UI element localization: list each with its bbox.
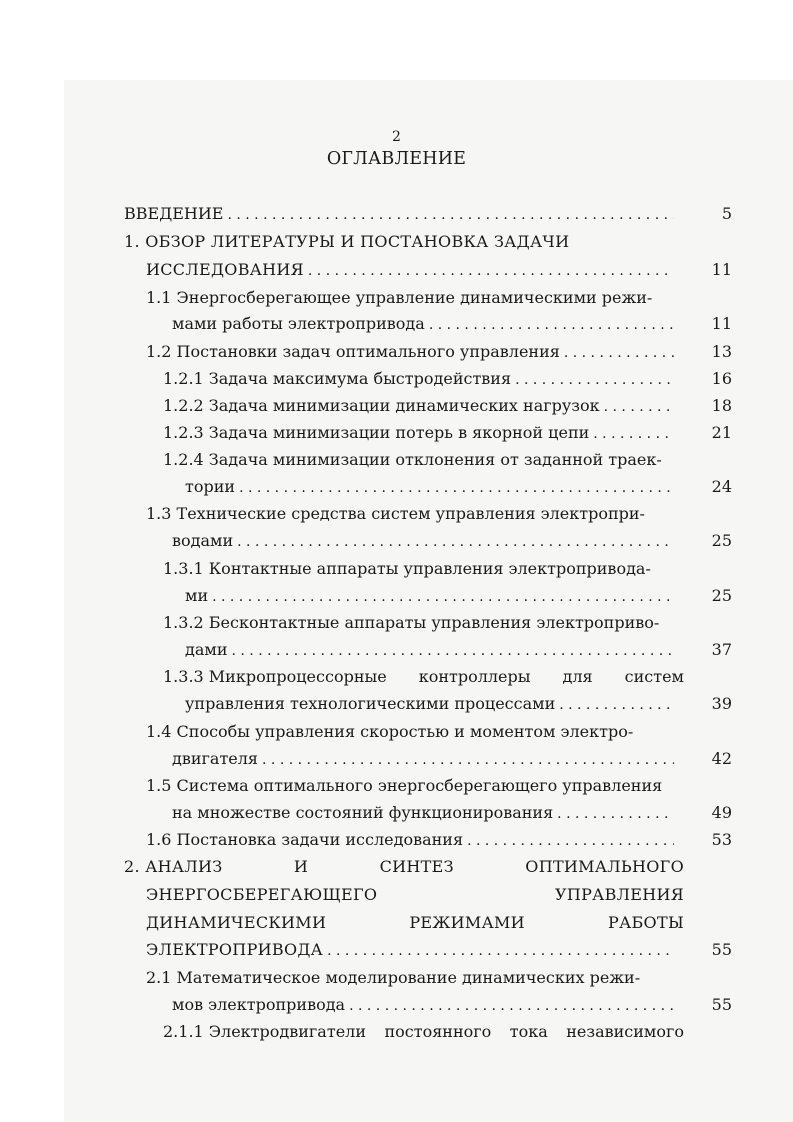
toc-page: 55 <box>711 995 732 1014</box>
toc-entry-1-3-cont[interactable]: водами . . . <box>172 529 684 553</box>
toc-page: 49 <box>711 803 732 822</box>
toc-page: 11 <box>711 314 732 333</box>
toc-entry-2-1-1[interactable]: 2.1.1 Электродвигатели постоянного тока независимого <box>163 1022 684 1041</box>
toc-page: 39 <box>711 694 732 713</box>
toc-entry-1-3-2-cont[interactable]: дами . . . <box>185 638 684 662</box>
toc-entry-1-2-4[interactable]: 1.2.4 Задача минимизации отклонения от заданной траек- <box>163 450 662 469</box>
toc-entry-ch1[interactable]: 1. ОБЗОР ЛИТЕРАТУРЫ И ПОСТАНОВКА ЗАДАЧИ <box>124 232 570 251</box>
toc-entry-1-2-4-cont[interactable]: тории . . . <box>185 475 684 499</box>
toc-entry-1-2-1[interactable]: 1.2.1 Задача максимума быстродействия . . . <box>163 367 684 391</box>
toc-entry-1-3-3-cont[interactable]: управления технологическими процессами . . . <box>185 692 684 716</box>
toc-entry-1-4[interactable]: 1.4 Способы управления скоростью и моментом электро- <box>146 722 634 741</box>
toc-page: 24 <box>711 477 732 496</box>
toc-entry-2-1-cont[interactable]: мов электропривода . . . <box>172 993 684 1017</box>
toc-entry-1-3-3[interactable]: 1.3.3 Микропроцессорные контроллеры для систем <box>163 667 684 686</box>
toc-entry-1-5[interactable]: 1.5 Система оптимального энергосберегающего управления <box>146 776 663 795</box>
toc-entry-ch2-line3[interactable]: ДИНАМИЧЕСКИМИ РЕЖИМАМИ РАБОТЫ <box>146 913 684 932</box>
toc-entry-1-1-cont[interactable]: мами работы электропривода . . . <box>172 312 684 336</box>
toc-page: 11 <box>711 260 732 279</box>
toc-entry-1-3-1-cont[interactable]: ми . . . <box>185 584 684 608</box>
toc-entry-1-6[interactable]: 1.6 Постановка задачи исследования . . . <box>146 828 684 852</box>
toc-entry-1-3[interactable]: 1.3 Технические средства систем управления электропри- <box>146 504 645 523</box>
toc-page: 42 <box>711 749 732 768</box>
toc-page: 53 <box>711 830 732 849</box>
page-number: 2 <box>392 129 401 145</box>
toc-entry-ch2[interactable]: 2. АНАЛИЗ И СИНТЕЗ ОПТИМАЛЬНОГО <box>124 857 684 876</box>
toc-page: 55 <box>711 940 732 959</box>
toc-page: 21 <box>711 423 732 442</box>
toc-entry-ch2-line4[interactable]: ЭЛЕКТРОПРИВОДА . . . <box>146 938 684 962</box>
toc-page: 25 <box>711 586 732 605</box>
toc-page: 5 <box>721 204 732 223</box>
toc-entry-1-2-3[interactable]: 1.2.3 Задача минимизации потерь в якорной цепи . . . <box>163 421 684 445</box>
toc-entry-intro[interactable]: ВВЕДЕНИЕ . . . <box>124 202 684 226</box>
toc-entry-1-3-1[interactable]: 1.3.1 Контактные аппараты управления электропривода- <box>163 559 651 578</box>
toc-page: 25 <box>711 531 732 550</box>
toc-entry-1-5-cont[interactable]: на множестве состояний функционирования . . . <box>172 801 684 825</box>
toc-entry-1-3-2[interactable]: 1.3.2 Бесконтактные аппараты управления электроприво- <box>163 613 660 632</box>
toc-entry-2-1[interactable]: 2.1 Математическое моделирование динамических режи- <box>146 968 641 987</box>
toc-page: 37 <box>711 640 732 659</box>
toc-entry-1-2-2[interactable]: 1.2.2 Задача минимизации динамических нагрузок . . . <box>163 394 684 418</box>
page-title: ОГЛАВЛЕНИЕ <box>326 149 467 169</box>
toc-page: 13 <box>711 342 732 361</box>
toc-entry-1-1[interactable]: 1.1 Энергосберегающее управление динамическими режи- <box>146 288 653 307</box>
toc-entry-ch1-cont[interactable]: ИССЛЕДОВАНИЯ . . . <box>146 258 684 282</box>
toc-page: 18 <box>711 396 732 415</box>
toc-entry-1-4-cont[interactable]: двигателя . . . <box>172 747 684 771</box>
toc-entry-1-2[interactable]: 1.2 Постановки задач оптимального управления . . . <box>146 340 684 364</box>
toc-page: 16 <box>711 369 732 388</box>
toc-entry-ch2-line2[interactable]: ЭНЕРГОСБЕРЕГАЮЩЕГО УПРАВЛЕНИЯ <box>146 885 684 904</box>
